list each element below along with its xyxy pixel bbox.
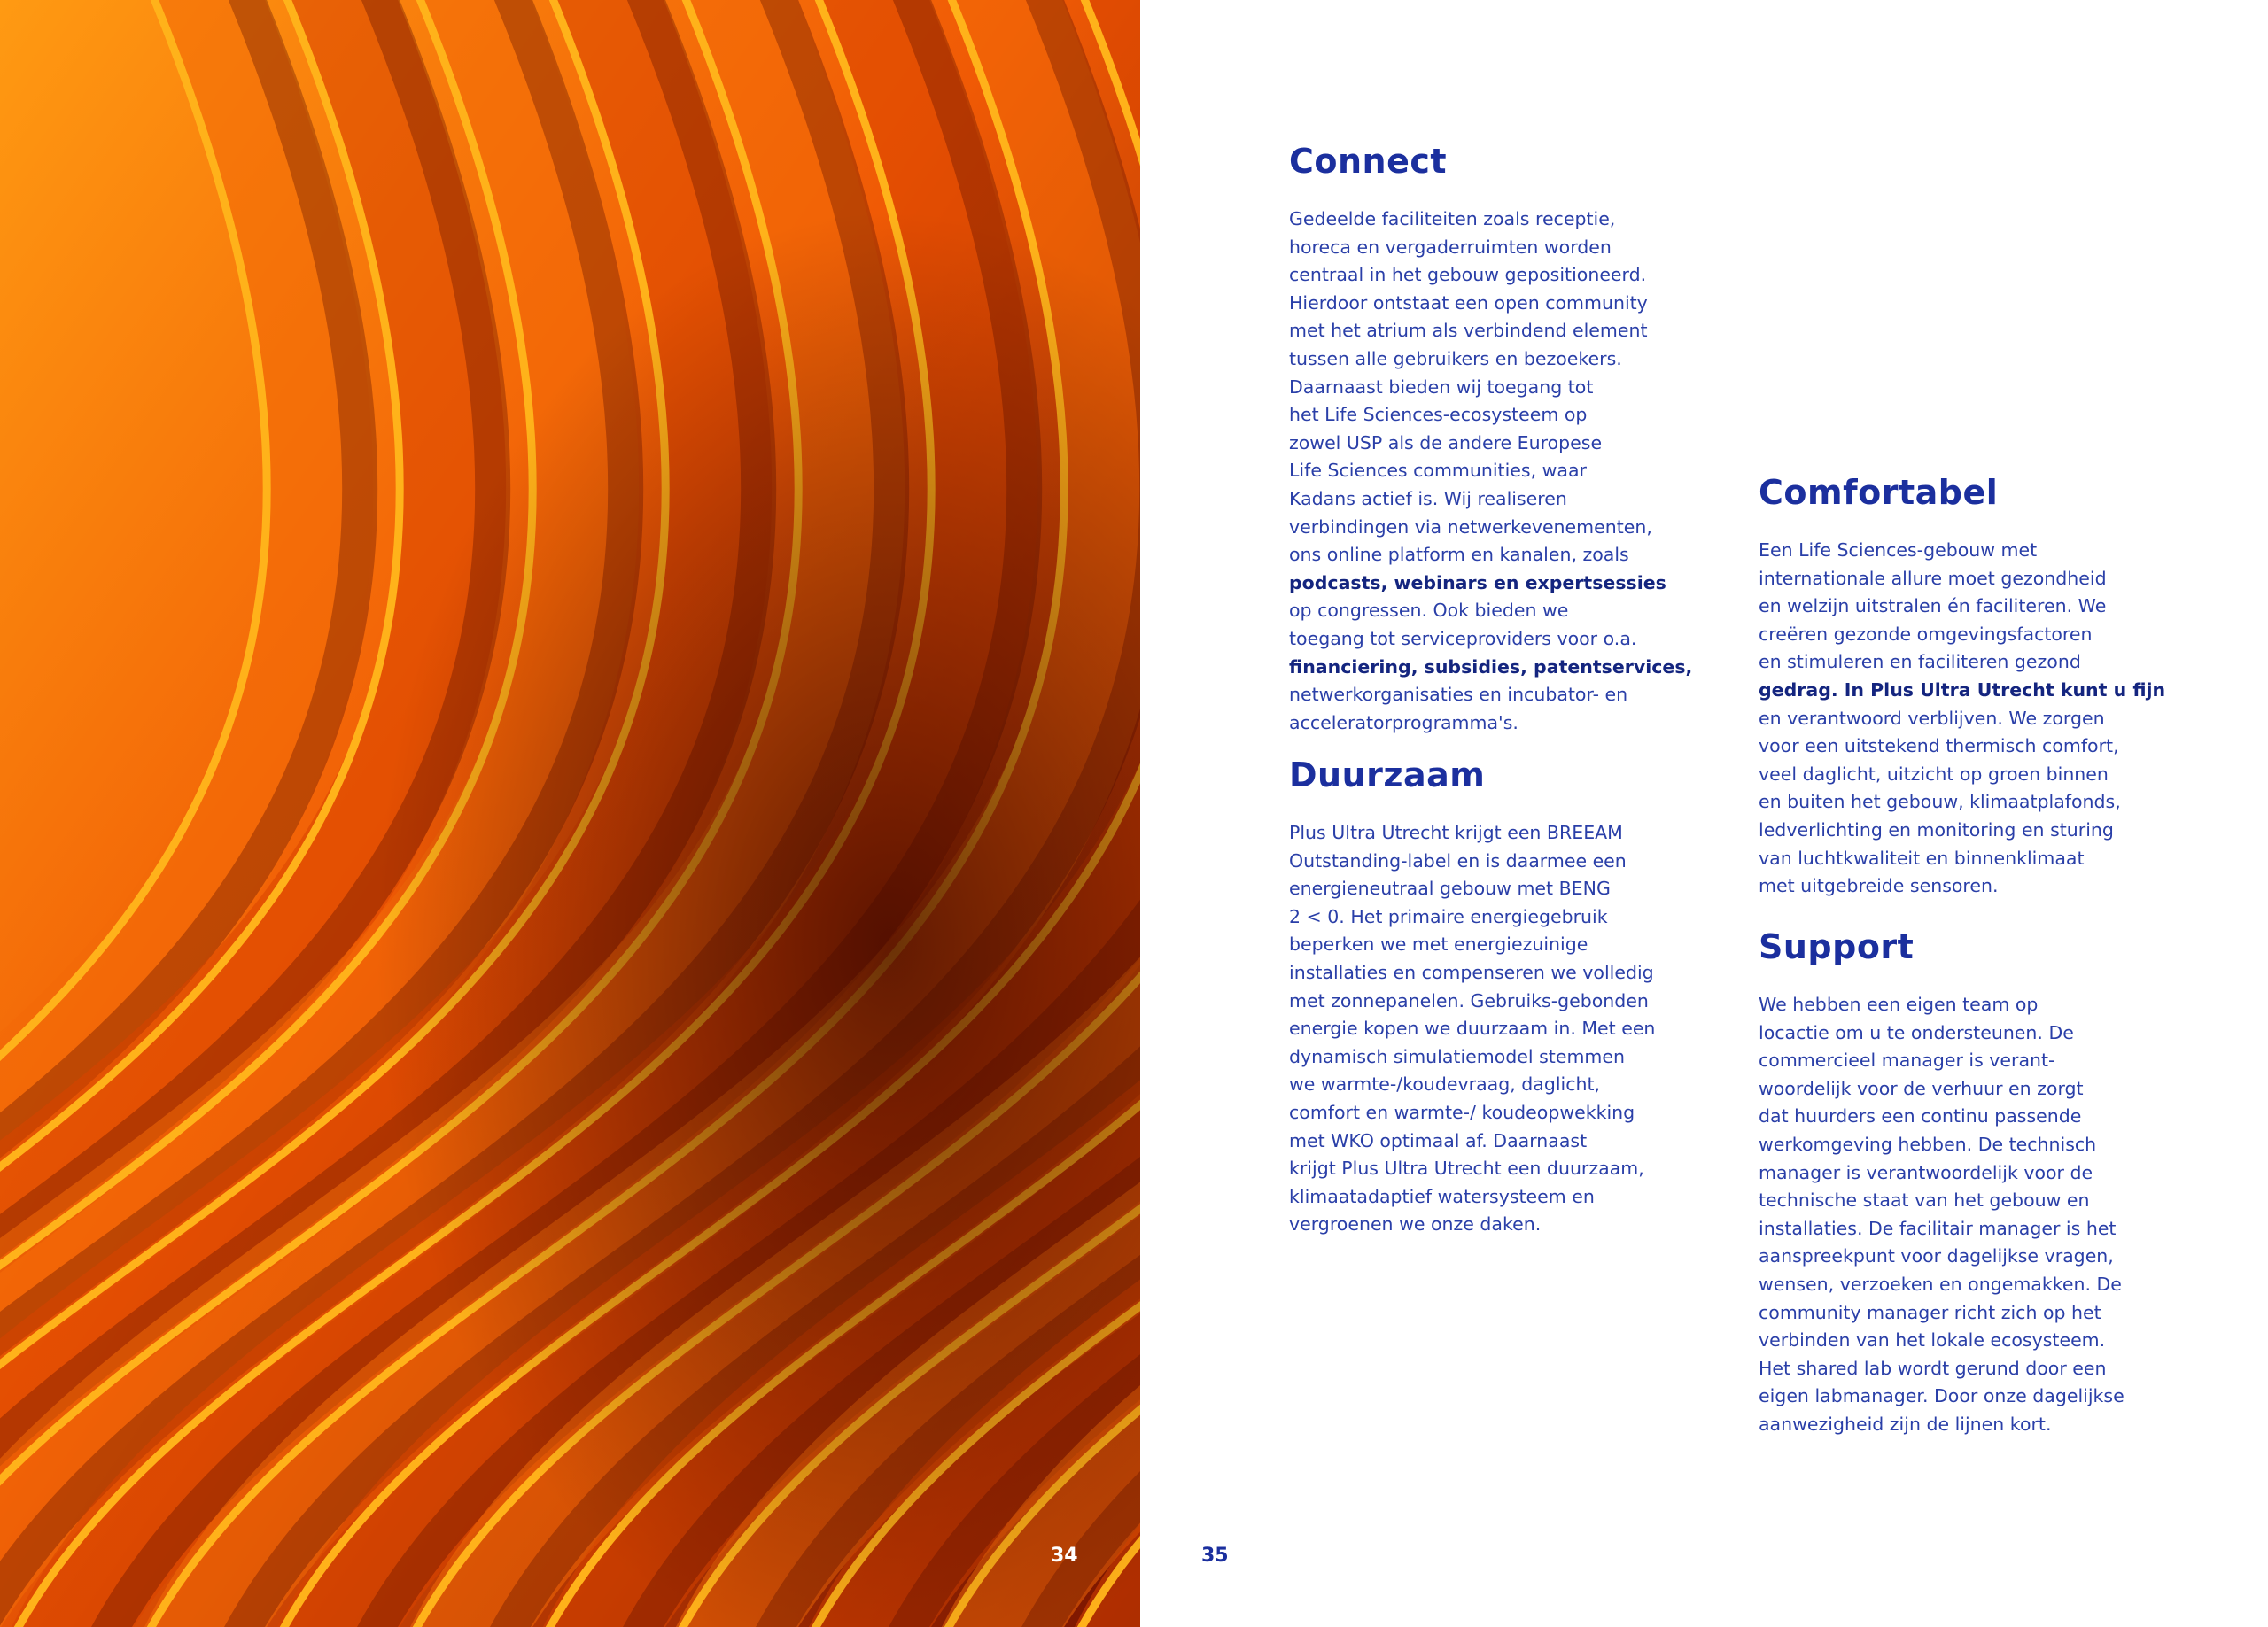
section-connect (1289, 142, 1693, 737)
body-line: 2 < 0. Het primaire energiegebruik (1289, 905, 1608, 927)
body-line: acceleratorprogramma's. (1289, 711, 1518, 733)
body-line: community manager richt zich op het (1759, 1301, 2101, 1323)
body-line: met uitgebreide sensoren. (1759, 875, 1999, 897)
body-line: Het shared lab wordt gerund door een (1759, 1357, 2107, 1379)
body-line: ons online platform en kanalen, zoals (1289, 544, 1629, 566)
body-line: wensen, verzoeken en ongemakken. De (1759, 1273, 2122, 1295)
section-body (1289, 205, 1693, 737)
page-number-right: 35 (1201, 1545, 1229, 1567)
section-heading: Comfortabel (1759, 473, 1999, 512)
body-line: met zonnepanelen. Gebruiks-gebonden (1289, 989, 1649, 1011)
body-line: vergroenen we onze daken. (1289, 1213, 1542, 1236)
body-line: manager is verantwoordelijk voor de (1759, 1161, 2093, 1183)
body-line: commercieel manager is verant- (1759, 1050, 2055, 1072)
body-line: aanspreekpunt voor dagelijkse vragen, (1759, 1245, 2114, 1267)
body-line: Gedeelde faciliteiten zoals receptie, (1289, 208, 1616, 229)
body-line-emphasis: financiering, subsidies, patentservices, (1289, 655, 1693, 678)
body-line: energieneutraal gebouw met BENG (1289, 878, 1611, 900)
section-support (1759, 927, 2157, 1439)
body-line: verbinden van het lokale ecosysteem. (1759, 1329, 2106, 1352)
body-line: veel daglicht, uitzicht op groen binnen (1759, 763, 2109, 785)
body-line: Daarnaast bieden wij toegang tot (1289, 376, 1594, 398)
body-line: Plus Ultra Utrecht krijgt een BREEAM (1289, 822, 1623, 843)
body-line: werkomgeving hebben. De technisch (1759, 1133, 2097, 1155)
body-line: tussen alle gebruikers en bezoekers. (1289, 347, 1622, 369)
body-line: horeca en vergaderruimten worden (1289, 236, 1612, 258)
body-line: Life Sciences communities, waar (1289, 460, 1587, 482)
body-line-emphasis: podcasts, webinars en expertsessies (1289, 571, 1666, 593)
section-comfortabel (1759, 473, 2166, 901)
body-line: dat huurders een continu passende (1759, 1105, 2082, 1127)
body-line: aanwezigheid zijn de lijnen kort. (1759, 1413, 2052, 1435)
body-line: en welzijn uitstralen én faciliteren. We (1759, 595, 2107, 617)
body-line-emphasis: gedrag. In Plus Ultra Utrecht kunt u fijn (1759, 678, 2166, 701)
body-line: technische staat van het gebouw en (1759, 1189, 2090, 1212)
body-line: locactie om u te ondersteunen. De (1759, 1021, 2074, 1043)
body-line: netwerkorganisaties en incubator- en (1289, 684, 1628, 706)
body-line: creëren gezonde omgevingsfactoren (1759, 623, 2093, 645)
section-heading: Support (1759, 927, 1915, 966)
section-heading: Duurzaam (1289, 755, 1486, 794)
body-line: we warmte-/koudevraag, daglicht, (1289, 1073, 1601, 1096)
body-line: voor een uitstekend thermisch comfort, (1759, 735, 2119, 757)
body-line: internationale allure moet gezondheid (1759, 567, 2107, 589)
body-line: eigen labmanager. Door onze dagelijkse (1759, 1385, 2124, 1407)
body-line: verbindingen via netwerkevenementen, (1289, 515, 1652, 538)
body-line: centraal in het gebouw gepositioneerd. (1289, 264, 1647, 286)
body-line: het Life Sciences-ecosysteem op (1289, 404, 1588, 426)
body-line: ledverlichting en monitoring en sturing (1759, 818, 2114, 841)
section-body (1759, 991, 2157, 1439)
body-line: We hebben een eigen team op (1759, 994, 2039, 1015)
body-line: energie kopen we duurzaam in. Met een (1289, 1018, 1656, 1040)
body-line: woordelijk voor de verhuur en zorgt (1759, 1077, 2084, 1099)
body-line: en buiten het gebouw, klimaatplafonds, (1759, 791, 2121, 813)
body-line: met WKO optimaal af. Daarnaast (1289, 1129, 1588, 1151)
body-line: krijgt Plus Ultra Utrecht een duurzaam, (1289, 1158, 1644, 1180)
body-line: zowel USP als de andere Europese (1289, 431, 1603, 453)
body-line: beperken we met energiezuinige (1289, 934, 1588, 956)
body-line: Outstanding-label en is daarmee een (1289, 849, 1627, 872)
body-line: met het atrium als verbindend element (1289, 320, 1648, 342)
section-duurzaam (1289, 755, 1688, 1239)
body-line: toegang tot serviceproviders voor o.a. (1289, 627, 1637, 649)
body-line: op congressen. Ook bieden we (1289, 600, 1569, 622)
body-line: Kadans actief is. Wij realiseren (1289, 487, 1567, 509)
section-body (1759, 537, 2166, 901)
section-heading: Connect (1289, 142, 1448, 181)
section-body (1289, 819, 1688, 1239)
body-line: comfort en warmte-/ koudeopwekking (1289, 1101, 1635, 1123)
body-line: en verantwoord verblijven. We zorgen (1759, 707, 2105, 729)
body-line: klimaatadaptief watersysteem en (1289, 1185, 1595, 1207)
body-line: Hierdoor ontstaat een open community (1289, 291, 1648, 314)
body-line: van luchtkwaliteit en binnenklimaat (1759, 847, 2085, 869)
body-line: installaties. De facilitair manager is het (1759, 1217, 2117, 1239)
body-line: installaties en compenseren we volledig (1289, 961, 1654, 983)
body-line: en stimuleren en faciliteren gezond (1759, 651, 2081, 673)
body-line: Een Life Sciences-gebouw met (1759, 539, 2038, 561)
body-line: dynamisch simulatiemodel stemmen (1289, 1045, 1625, 1067)
page-number-left: 34 (1051, 1545, 1078, 1567)
